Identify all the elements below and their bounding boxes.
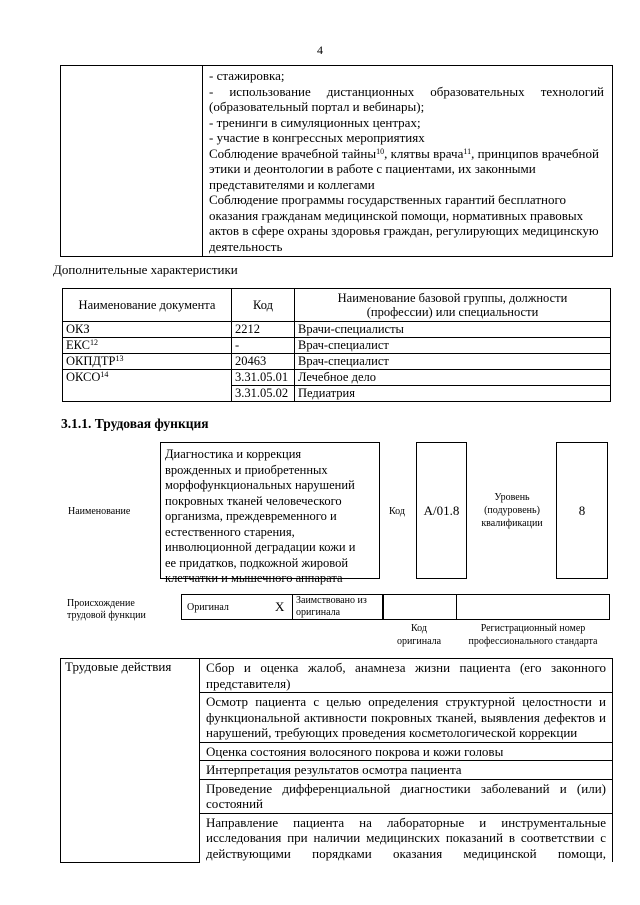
text-line: - тренинги в симуляционных центрах; xyxy=(209,114,421,130)
text-line: инволюционной деградации кожи и xyxy=(165,540,356,554)
qualification-level-box xyxy=(556,442,608,579)
text-line: исследования при наличии медицинских показаний в соответствии с xyxy=(206,830,606,845)
doc-text: ОКСО xyxy=(66,370,101,384)
header-doc: Наименование документа xyxy=(63,289,232,322)
code-cell: 20463 xyxy=(232,354,295,370)
text-line: состояний xyxy=(206,796,263,811)
text-line: Диагностика и коррекция xyxy=(165,447,302,461)
text-line: Направление пациента на лабораторные и инструментальные xyxy=(206,814,606,830)
header-name-line: (профессии) или специальности xyxy=(366,305,539,319)
origin-label xyxy=(67,598,146,622)
page-number: 4 xyxy=(317,43,323,57)
top-table-left-cell xyxy=(61,66,203,257)
function-code: A/01.8 xyxy=(423,502,460,518)
text-line: врожденных и приобретенных xyxy=(165,462,328,477)
doc-cell xyxy=(63,370,232,402)
header-name xyxy=(295,289,611,322)
table-row xyxy=(61,659,613,693)
action-item xyxy=(200,742,613,761)
code-cell: 3.31.05.01 xyxy=(232,370,295,386)
text-line: актов в сфере охраны здоровья граждан, регулирующих медицинскую xyxy=(209,223,599,238)
table-row xyxy=(63,354,611,370)
text-line: организма, преждевременного и xyxy=(165,509,337,523)
name-cell: Врачи-специалисты xyxy=(295,322,611,338)
text-line: представителями и коллегами xyxy=(209,176,375,192)
footnote-ref: 12 xyxy=(90,338,98,347)
text-line: функциональной активности покровных тканей, выявления дефектов и xyxy=(206,709,606,725)
text-line: клетчатки и мышечного аппарата xyxy=(165,571,343,585)
code-cell: - xyxy=(232,338,295,354)
text-line: представителя) xyxy=(206,675,291,691)
doc-cell xyxy=(63,338,232,354)
text-line: морфофункциональных нарушений xyxy=(165,478,355,492)
doc-text: ЕКС xyxy=(66,338,90,352)
text-line: действующими порядками оказания медицинской помощи, xyxy=(206,845,606,861)
additional-characteristics-table xyxy=(62,288,611,402)
code-label: Код xyxy=(389,506,405,517)
label-line: Уровень xyxy=(494,492,530,503)
code-original-box xyxy=(383,594,457,620)
function-name-box xyxy=(160,442,380,585)
function-heading: 3.1.1. Трудовая функция xyxy=(61,416,209,431)
code-cell: 2212 xyxy=(232,322,295,338)
text-line: - использование дистанционных образовательных технологий xyxy=(209,83,604,99)
text-line: - стажировка; xyxy=(209,68,285,83)
text-line: этики и деонтологии в работе с пациентами, их законными xyxy=(209,161,536,176)
top-table-content-cell xyxy=(203,66,613,257)
text-line: Оценка состояния волосяного покрова и кожи головы xyxy=(206,743,504,759)
text-line: Интерпретация результатов осмотра пациента xyxy=(206,762,462,777)
header-name-line: Наименование базовой группы, должности xyxy=(337,291,568,305)
text-line: ее придатков, подкожной жировой xyxy=(165,555,349,570)
actions-label: Трудовые действия xyxy=(61,659,200,863)
action-item xyxy=(200,779,613,813)
action-item xyxy=(200,693,613,743)
text-line: оказания гражданам медицинской помощи, нормативных правовых xyxy=(209,207,584,223)
label-line: оригинала xyxy=(396,636,442,647)
table-row xyxy=(63,322,611,338)
label-line: Регистрационный номер xyxy=(480,623,586,634)
action-item xyxy=(200,659,613,693)
name-cell: Лечебное дело xyxy=(295,370,611,386)
doc-text: ОКПДТР xyxy=(66,354,116,368)
text-line: покровных тканей человеческого xyxy=(165,493,342,508)
footnote-ref: 11 xyxy=(463,146,472,156)
action-item xyxy=(200,813,613,862)
label-line: Заимствовано из xyxy=(296,595,367,606)
text-line: нарушений, требующих проведения косметологической коррекции xyxy=(206,725,578,740)
header-code: Код xyxy=(232,289,295,322)
name-cell: Педиатрия xyxy=(295,386,611,402)
text-line: (образовательный портал и вебинары); xyxy=(209,99,425,114)
top-continuation-table xyxy=(60,65,613,257)
label-line: (подуровень) xyxy=(484,505,540,516)
name-cell: Врач-специалист xyxy=(295,354,611,370)
table-row xyxy=(63,370,611,386)
code-original-label xyxy=(383,622,455,648)
footnote-ref: 13 xyxy=(115,354,124,363)
registration-number-box xyxy=(456,594,610,620)
label-line: квалификации xyxy=(481,518,543,529)
qualification-level: 8 xyxy=(578,502,586,518)
function-code-box xyxy=(416,442,467,579)
name-cell: Врач-специалист xyxy=(295,338,611,354)
label-line: Код xyxy=(411,623,427,634)
label-line: оригинала xyxy=(296,607,341,618)
name-label: Наименование xyxy=(68,506,131,517)
text: Соблюдение врачебной тайны xyxy=(209,145,377,161)
action-item xyxy=(200,761,613,780)
label-line: Происхождение xyxy=(67,598,135,609)
text-line: естественного старения, xyxy=(165,524,295,539)
text-line: - участие в конгрессных мероприятиях xyxy=(209,130,425,145)
text-line: Сбор и оценка жалоб, анамнеза жизни пациента (его законного xyxy=(206,660,606,675)
original-mark: X xyxy=(275,599,285,614)
text-line: Осмотр пациента с целью определения структурной целостности и xyxy=(206,694,606,709)
text: , принципов врачебной xyxy=(471,145,599,161)
text: , клятвы врача xyxy=(384,145,464,161)
doc-cell xyxy=(63,322,232,338)
registration-number-label xyxy=(456,622,610,648)
qualification-level-label xyxy=(472,491,552,530)
table-header-row xyxy=(63,289,611,322)
original-label: Оригинал xyxy=(187,602,229,613)
doc-text: ОКЗ xyxy=(66,322,90,336)
label-line: профессионального стандарта xyxy=(468,636,598,647)
label-line: трудовой функции xyxy=(67,610,146,621)
doc-cell xyxy=(63,354,232,370)
text-line: деятельность xyxy=(209,238,283,254)
section-title: Дополнительные характеристики xyxy=(53,262,238,277)
table-row xyxy=(63,338,611,354)
text-line: Проведение дифференциальной диагностики заболеваний и (или) xyxy=(206,780,606,796)
footnote-ref: 14 xyxy=(100,370,109,379)
code-cell: 3.31.05.02 xyxy=(232,386,295,402)
confidentiality-line xyxy=(209,146,604,162)
labor-actions-table xyxy=(60,658,613,863)
footnote-ref: 10 xyxy=(376,146,385,156)
text-line: Соблюдение программы государственных гарантий бесплатного xyxy=(209,192,566,207)
borrowed-label xyxy=(296,595,367,619)
